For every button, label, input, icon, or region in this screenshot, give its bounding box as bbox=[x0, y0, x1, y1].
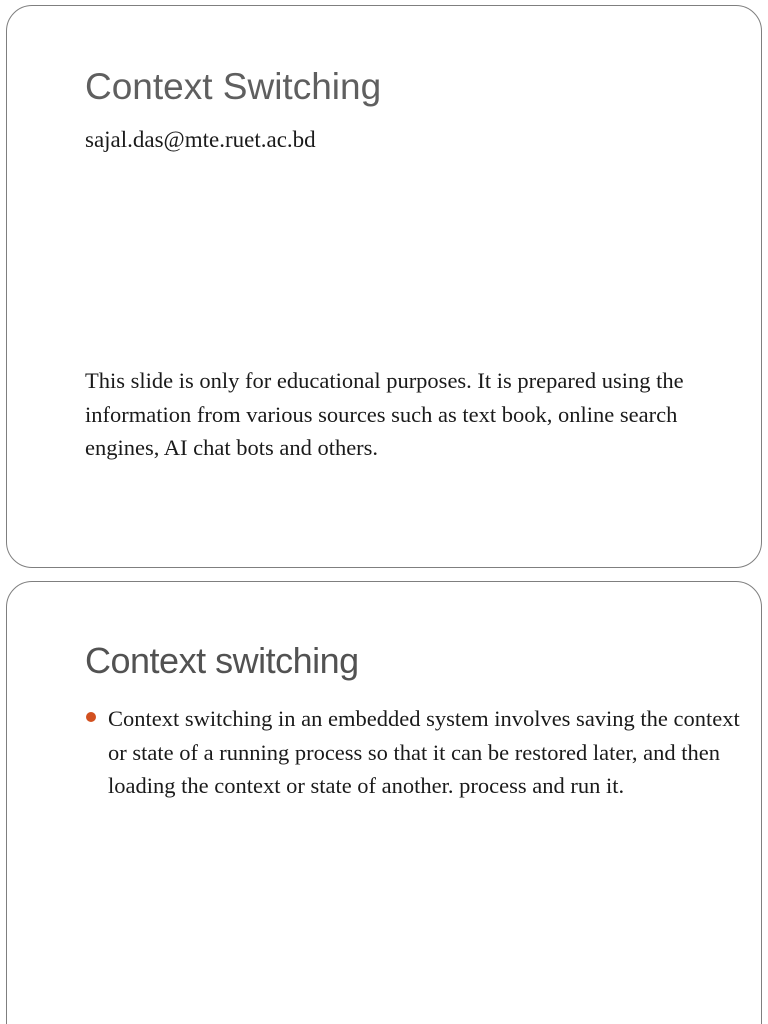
disclaimer-text: This slide is only for educational purposes. It is prepared using the information from various sources such as text book, online search engines, AI chat bots and others. bbox=[85, 368, 684, 460]
bullet-dot-icon bbox=[86, 712, 96, 722]
slide-2 bbox=[6, 581, 762, 1024]
bullet-text: Context switching in an embedded system involves saving the context or state of a running process so that it can be restored later, and then loading the context or state of another. process and run it. bbox=[108, 706, 740, 798]
bullet-list bbox=[85, 702, 745, 803]
bullet-item bbox=[85, 702, 745, 803]
slide-title: Context Switching bbox=[85, 66, 382, 107]
slide-1 bbox=[6, 5, 762, 568]
author-email: sajal.das@mte.ruet.ac.bd bbox=[85, 127, 316, 152]
slide-title: Context switching bbox=[85, 640, 359, 681]
